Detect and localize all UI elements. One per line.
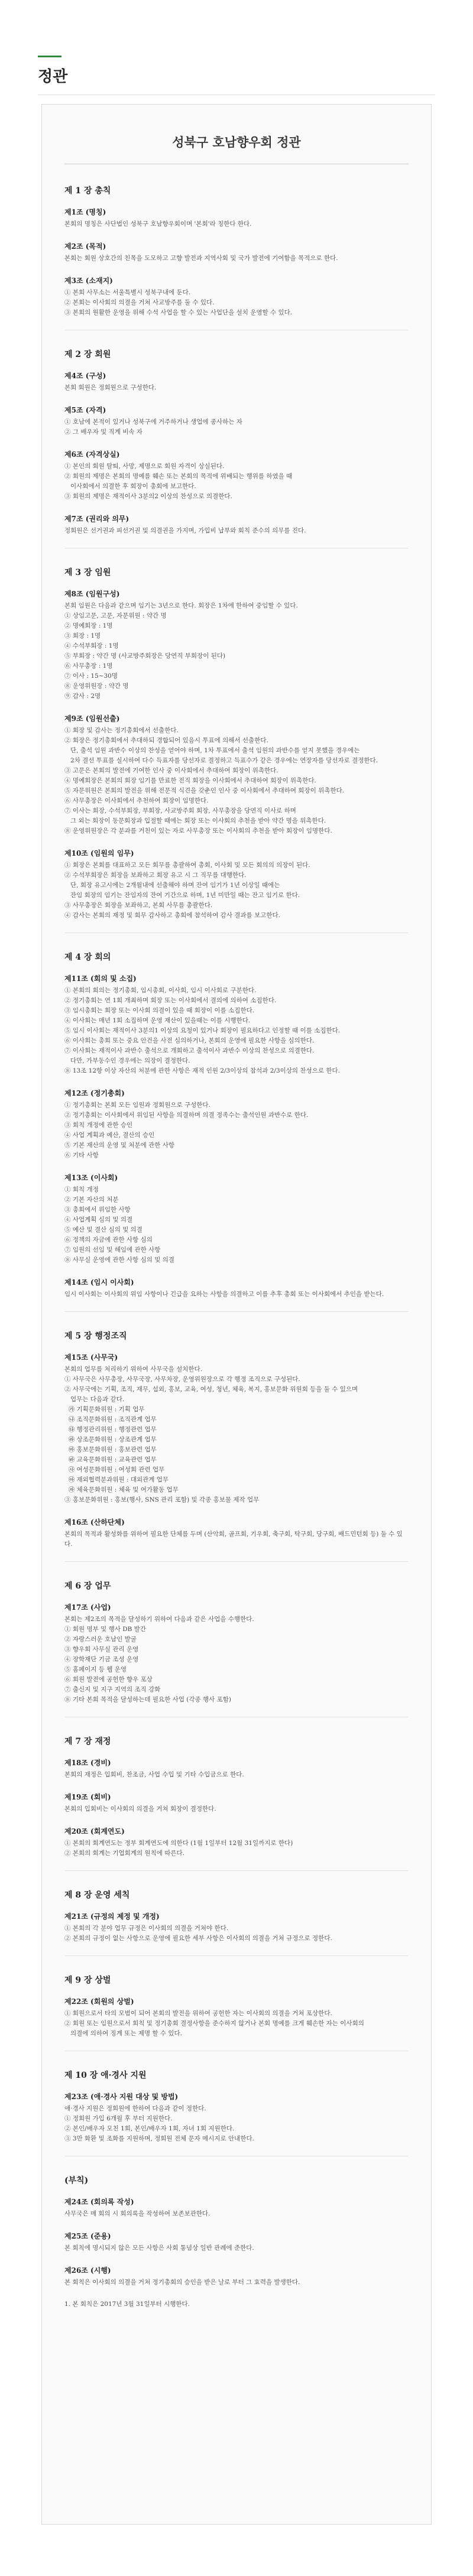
chapter-heading: 제 5 장 행정조직	[64, 1331, 127, 1341]
article-line: ⑦ 출신지 및 지구 지역의 조직 강화	[64, 1686, 161, 1693]
article	[64, 241, 409, 264]
article-line: ① 상임고문, 고문, 자문위원 : 약간 명	[64, 612, 167, 619]
article-line: ⑦ 이사 : 15~30명	[64, 673, 118, 680]
article-line: ③ 홍보문화위원 : 홍보(행사, SNS 관리 포함) 및 각종 홍보물 제작 업무	[64, 1496, 260, 1503]
article-line: 잔임 회장의 임기는 잔임자의 잔여 기간으로 하며, 1년 미만일 때는 잔고 임기로 한다.	[64, 892, 300, 899]
article-line: 본회 임원은 다음과 같으며 임기는 3년으로 한다. 회장은 1차에 한하여 중임할 수 있다.	[64, 602, 298, 609]
article-line: ① 본회의 각 분야 업무 규정은 이사회의 의결을 거쳐야 한다.	[64, 1925, 229, 1932]
article-line: ② 자랑스러운 호남인 발굴	[64, 1636, 137, 1643]
article-line: 단, 회장 유고시에는 2개월내에 선출해야 하며 잔여 임기가 1년 이상일 때에는	[64, 882, 280, 889]
article-title: 제13조 (이사회)	[64, 1174, 118, 1182]
article-line: ③ 3만 화환 및 조화를 지원하며, 정회원 전체 문자 메시지로 안내한다.	[64, 2135, 254, 2142]
article-line: 단, 출석 임원 과반수 이상의 찬성을 얻어야 하며, 1차 투표에서 출석 임원의 과반수를 얻지 못했을 경우에는	[64, 747, 360, 754]
article-line: ⑧ 기타 본회 목적을 달성하는데 필요한 사업 (각종 행사 포함)	[64, 1696, 232, 1703]
article	[64, 973, 409, 1076]
article-line: 본회의 명칭은 사단법인 성북구 호남향우회이며 '본회'라 칭한다 한다.	[64, 220, 252, 228]
article	[64, 1792, 409, 1814]
chapter-heading: 제 2 장 회원	[64, 350, 111, 359]
article	[64, 2197, 409, 2219]
article	[64, 1911, 409, 1944]
chapter-section	[64, 2174, 409, 2309]
article-line: ③ 임시총회는 회장 또는 이사회 의결이 있을 때 회장이 이를 소집한다.	[64, 1007, 255, 1014]
chapter-heading: 제 9 장 상벌	[64, 1976, 111, 1985]
article-line: 정회원은 선거권과 피선거권 및 의결권을 가지며, 가입비 납부와 회칙 준수의 의무를 진다.	[64, 527, 306, 534]
chapter-divider	[64, 1561, 409, 1562]
article-line: ② 수석부회장은 회장을 보좌하고 회장 유고 시 그 직무를 대행한다.	[64, 872, 247, 879]
chapter-section	[64, 951, 409, 1312]
article-title: 제7조 (권리와 의무)	[64, 515, 129, 523]
document-body	[64, 184, 409, 2309]
article-line: ④ 사업계획 심의 및 의결	[64, 1216, 133, 1223]
article	[64, 207, 409, 229]
article-line: ② 본인/배우자 모친 1회, 본인/배우자 1회, 자녀 1회 지원한다.	[64, 2125, 235, 2132]
article-title: 제17조 (사업)	[64, 1603, 111, 1612]
article-line: ⑦ 이사회는 재적이사 과반수 출석으로 개회하고 출석이사 과반수 이상의 찬성으로 의결한다.	[64, 1047, 315, 1054]
article-title: 제11조 (회의 및 소집)	[64, 974, 137, 983]
article-line: ② 본회의 회계는 기업회계의 원칙에 따른다.	[64, 1850, 184, 1857]
article-line: ① 본인의 회원 탈퇴, 사망, 제명으로 회원 자격이 상실된다.	[64, 463, 225, 470]
article-line: ㉱ 상조문화위원 : 상조관계 업무	[64, 1436, 157, 1443]
chapter-section	[64, 1889, 409, 1956]
chapter-heading: 제 1 장 총칙	[64, 186, 111, 196]
article-line: ⑧ 운영위원장은 각 분과를 거친이 있는 자로 사무총장 또는 이사회의 추천을 받아 회장이 임명한다.	[64, 827, 332, 834]
article-line: ⑧ 13조 12항 이상 자산의 처분에 관한 사항은 재적 인원 2/3이상의 참석과 2/3이상의 찬성으로 한다.	[64, 1067, 340, 1074]
article-line: ② 회장은 정기총회에서 추대하되 경합되어 있음시 투표에 의해서 선출한다.	[64, 737, 268, 744]
article	[64, 275, 409, 318]
article-line: ③ 사무총장은 회장을 보좌하고, 본회 사무를 총괄한다.	[64, 902, 213, 909]
article-line: ① 본회 사무소는 서울특별시 성북구내에 둔다.	[64, 289, 191, 296]
article-line: ① 본회의 회의는 정기총회, 임시총회, 이사회, 임시 이사회로 구분한다.	[64, 987, 257, 994]
effective-date-note: 1. 본 회칙은 2017년 3월 31일부터 시행한다.	[64, 2301, 190, 2308]
article-title: 제15조 (사무국)	[64, 1353, 118, 1362]
article-title: 제4조 (구성)	[64, 372, 106, 380]
article-line: ④ 명예회장은 본회의 회장 임기를 만료한 전직 회장을 이사회에서 추대하여 회장이 위촉한다.	[64, 777, 316, 784]
article-line: ① 회원으로서 타의 모범이 되어 본회의 발전을 위하여 공헌한 자는 이사회의 의결을 거쳐 포상한다.	[64, 2010, 332, 2017]
article-line: ③ 고문은 본회의 발전에 기여한 인사 중 이사회에서 추대하여 회장이 위촉한다.	[64, 767, 278, 774]
article-line: 그 외는 회장이 동문회장과 입절할 때에는 회장 또는 이사회의 추천을 받아 약간 명을 위촉한다.	[64, 817, 326, 824]
article-line: ⑤ 예산 및 결산 심의 및 의결	[64, 1226, 142, 1233]
article-title: 제8조 (임원구성)	[64, 590, 120, 598]
article-line: 본 회칙에 명시되지 않은 모든 사항은 사회 통념상 일반 관례에 준한다.	[64, 2244, 254, 2252]
article-title: 제14조 (임시 이사회)	[64, 1278, 134, 1287]
title-accent-bar	[38, 56, 61, 57]
article-line: 2차 결선 투표를 실시하여 다수 득표자를 당선자로 결정하고 득표수가 같은 경우에는 연장자를 당선자로 결정한다.	[64, 757, 378, 764]
article-line: 임시 이사회는 이사회의 위임 사항이나 긴급을 요하는 사항을 의결하고 이를 추후 총회 또는 이사회에서 추인을 받는다.	[64, 1291, 384, 1298]
article-title: 제26조 (시행)	[64, 2266, 111, 2275]
article-title: 제22조 (회원의 상벌)	[64, 1997, 134, 2006]
chapter-divider	[64, 1311, 409, 1312]
article-title: 제18조 (경비)	[64, 1759, 111, 1767]
article-title: 제3조 (소재지)	[64, 277, 113, 285]
article-line: ① 정회원 가입 6개월 후 부터 지원한다.	[64, 2115, 173, 2122]
article-line: ⑨ 감사 : 2명	[64, 693, 101, 700]
article-line: ① 회장은 본회를 대표하고 모든 회무를 총괄하여 총회, 이사회 및 모든 회의의 의장이 된다.	[64, 862, 310, 869]
article	[64, 1277, 409, 1300]
article-line: 본회의 업무를 처리하기 위하여 사무국을 설치한다.	[64, 1366, 203, 1373]
article-line: ⑤ 임시 이사회는 재적이사 3분의1 이상의 요청이 있거나 회장이 필요하다고 인정할 때 이를 소집한다.	[64, 1027, 341, 1034]
article-line: ③ 총회에서 위임한 사항	[64, 1206, 131, 1213]
article	[64, 2231, 409, 2253]
chapter-heading: 제 8 장 운영 세칙	[64, 1890, 130, 1900]
article-title: 제5조 (자격)	[64, 406, 106, 414]
article-line: ④ 수석부회장 : 1명	[64, 642, 119, 649]
article-line: ⑤ 자문위원은 본회의 발전을 위해 전문적 식견을 갖춘인 인사 중 이사회에서 추대하여 회장이 위촉한다.	[64, 787, 345, 794]
article-line: 애·경사 지원은 정회원에 한하여 다음과 같이 정한다.	[64, 2105, 206, 2112]
article	[64, 1517, 409, 1550]
article-title: 제19조 (회비)	[64, 1793, 111, 1801]
article-line: ⑧ 사무실 운영에 관한 사항 심의 및 의결	[64, 1256, 175, 1263]
article	[64, 405, 409, 437]
article	[64, 1826, 409, 1859]
article-title: 제10조 (임원의 임무)	[64, 849, 134, 857]
article-line: ⑤ 부회장 : 약간 명 (사교방주회장은 당연직 부회장이 된다)	[64, 652, 226, 660]
article-title: 제20조 (회계연도)	[64, 1827, 125, 1836]
article-line: ② 회원 또는 임원으로서 회칙 및 정기총회 결정사항을 준수하지 않거나 본회 명예를 크게 훼손한 자는 이사회의	[64, 2020, 364, 2027]
article	[64, 514, 409, 536]
article-title: 제1조 (명칭)	[64, 208, 106, 216]
article-line: ② 그 배우자 및 직계 비속 자	[64, 428, 142, 436]
article	[64, 1352, 409, 1505]
article	[64, 2091, 409, 2144]
article	[64, 1088, 409, 1161]
article-line: ⑥ 기타 사항	[64, 1152, 99, 1159]
chapter-heading: 제 3 장 임원	[64, 568, 111, 577]
article-line: 이사회에서 의결한 후 회장이 총회에 보고한다.	[64, 483, 196, 490]
article-title: 제6조 (자격상실)	[64, 450, 120, 459]
article-line: 다만, 가부동수인 경우에는 의장이 결정한다.	[64, 1057, 190, 1064]
article-line: ㉯ 조직문화위원 : 조직관계 업무	[64, 1416, 157, 1423]
article-title: 제25조 (준용)	[64, 2232, 111, 2240]
article-line: ① 사무국은 사무총장, 사무국장, 사무차장, 운영위원장으로 각 행정 조직으로 구성된다.	[64, 1376, 300, 1383]
article-line: ③ 회장 : 1명	[64, 632, 101, 639]
article-line: ⑥ 사무총장 : 1명	[64, 662, 113, 670]
article-line: ③ 향우회 사무실 관리 운영	[64, 1646, 139, 1653]
article-line: 의결에 의하여 징계 또는 제명 할 수 있다.	[64, 2030, 183, 2037]
article-line: ⑤ 홈페이지 등 웹 운영	[64, 1666, 127, 1673]
article	[64, 449, 409, 502]
article	[64, 1758, 409, 1780]
chapter-heading: 제 10 장 애·경사 지원	[64, 2071, 147, 2080]
article-title: 제12조 (정기총회)	[64, 1089, 125, 1097]
article-line: ⑦ 임원의 선임 및 해임에 관한 사항	[64, 1246, 161, 1253]
article-line: 본회 회원은 정회원으로 구성한다.	[64, 384, 157, 391]
chapter-heading: 제 4 장 회의	[64, 953, 111, 962]
article-line: ㉲ 홍보문화위원 : 홍보관련 업무	[64, 1446, 157, 1453]
article-line: ② 명예회장 : 1명	[64, 622, 113, 629]
article-line: ② 회원의 제명은 본회의 명예를 훼손 또는 본회의 목적에 위배되는 행위를 하였을 때	[64, 473, 293, 480]
chapter-heading: 제 6 장 업무	[64, 1581, 111, 1591]
article-line: ② 정기총회는 연 1회 개최하며 회장 또는 이사회에서 결의에 의하여 소집한다.	[64, 997, 277, 1004]
page-header	[38, 56, 435, 95]
chapter-section	[64, 184, 409, 330]
article	[64, 2265, 409, 2288]
article-line: 본회의 목적과 활성화를 위하여 필요한 단체를 두며 (산악회, 골프회, 기우회, 축구회, 탁구회, 당구회, 배드민턴회 등) 둘 수 있다.	[64, 1531, 403, 1548]
chapter-section	[64, 1580, 409, 1717]
article-line: ③ 본회의 원활한 운영을 위해 수석 사업을 할 수 있는 사업단을 설치 운영할 수 있다.	[64, 309, 293, 316]
article-line: 업무는 다음과 같다.	[64, 1396, 125, 1403]
article	[64, 1602, 409, 1705]
chapter-section	[64, 1330, 409, 1562]
article-line: 본회는 회원 상호간의 친목을 도모하고 고향 발전과 지역사회 및 국가 발전에 기여함을 목적으로 한다.	[64, 255, 338, 262]
chapter-section	[64, 566, 409, 933]
article-line: 본회의 재정은 입회비, 찬조금, 사업 수입 및 기타 수입금으로 한다.	[64, 1771, 244, 1778]
chapter-section	[64, 1735, 409, 1871]
article-line: ② 본회의 규정이 없는 사항으로 운영에 필요한 세부 사항은 이사회의 의결을 거쳐 규정으로 정한다.	[64, 1935, 332, 1942]
article	[64, 371, 409, 393]
page-title: 정관	[38, 68, 68, 86]
article-line: ⑥ 회원 발전에 공헌한 향우 포상	[64, 1676, 153, 1683]
article-line: ④ 감사는 본회의 재정 및 회무 감사하고 총회에 참석하여 감사 결과를 보고한다.	[64, 912, 280, 919]
article-line: ⑥ 정책의 자금에 관한 사항 심의	[64, 1236, 153, 1243]
article-line: ② 본회는 이사회의 의결을 거쳐 사교방주를 둘 수 있다.	[64, 299, 215, 306]
chapter-divider	[64, 1870, 409, 1871]
chapter-heading: (부칙)	[64, 2176, 89, 2185]
article-line: ① 본회의 회계연도는 정부 회계연도에 의한다 (1월 1일부터 12월 31일까지로 한다)	[64, 1840, 293, 1847]
article-line: ④ 장학재단 기금 조성 운영	[64, 1656, 139, 1663]
article-line: ② 사무국에는 기획, 조직, 재무, 섭외, 홍보, 교육, 여성, 청년, 체육, 복지, 홍보문화 위원회 등을 둘 수 있으며	[64, 1386, 358, 1393]
chapter-divider	[64, 1955, 409, 1956]
bylaws-document	[41, 104, 432, 2525]
article-line: ① 회칙 개정	[64, 1186, 99, 1193]
article-line: ④ 사업 계획과 예산, 결산의 승인	[64, 1132, 155, 1139]
article	[64, 589, 409, 701]
article-title: 제16조 (산하단체)	[64, 1518, 125, 1526]
article-line: ⑥ 사무총장은 이사회에서 추천하여 회장이 임명한다.	[64, 797, 209, 804]
article-line: 본회는 제2조의 목적을 달성하기 위하여 다음과 같은 사업을 수행한다.	[64, 1616, 254, 1623]
article-line: ⑧ 운영위원장 : 약간 명	[64, 683, 129, 690]
article-line: ㉵ 재외협력분과위원 : 대외관계 업무	[64, 1476, 169, 1483]
article-line: ⑦ 이사는 회장, 수석부회장, 부회장, 사교방주회 회장, 사무총장을 당연직 이사로 하며	[64, 807, 296, 814]
article-line: ⑥ 이사회는 총회 또는 중요 안건을 사전 심의하거나, 본회의 운영에 필요한 사항을 심의한다.	[64, 1037, 315, 1044]
article-line: ㉰ 행정관리위원 : 행정관련 업무	[64, 1426, 157, 1433]
article	[64, 1172, 409, 1265]
article-line: ① 정기총회는 본회 모든 임원과 정회원으로 구성한다.	[64, 1102, 210, 1109]
article-line: ㉮ 기획문화위원 : 기획 업무	[64, 1406, 145, 1413]
document-title: 성북구 호남향우회 정관	[172, 135, 301, 150]
article-title: 제2조 (목적)	[64, 242, 106, 251]
article-line: ① 회원 명부 및 행사 DB 발간	[64, 1626, 146, 1633]
article	[64, 848, 409, 921]
article-line: ㉴ 여성문화위원 : 여성회 관련 업무	[64, 1466, 165, 1473]
article	[64, 713, 409, 836]
article-title: 제24조 (회의록 작성)	[64, 2198, 134, 2206]
article-title: 제9조 (임원선출)	[64, 714, 120, 723]
article-line: ③ 회칙 개정에 관한 승인	[64, 1122, 133, 1129]
article-line: ② 기본 자산의 처분	[64, 1196, 119, 1203]
article-line: 본회의 입회비는 이사회의 의결을 거쳐 회장이 결정한다.	[64, 1805, 216, 1812]
article-line: ③ 회원의 제명은 재적이사 3분의2 이상의 찬성으로 의결한다.	[64, 493, 232, 500]
chapter-heading: 제 7 장 재정	[64, 1737, 111, 1746]
article-line: ② 정기총회는 이사회에서 위임된 사항을 의결하며 의결 정족수는 출석인원 과반수로 한다.	[64, 1112, 309, 1119]
article-title: 제21조 (규정의 제정 및 개정)	[64, 1912, 160, 1921]
article	[64, 1996, 409, 2039]
article-line: 본 회칙은 이사회의 의결을 거쳐 정기총회의 승인을 받은 날로 부터 그 효력을 발생한다.	[64, 2279, 300, 2286]
article-title: 제23조 (애·경사 지원 대상 및 방법)	[64, 2093, 179, 2101]
article-line: ⑤ 기본 재산의 운영 및 처분에 관한 사항	[64, 1142, 175, 1149]
article-line: 사무국은 매 회의 시 회의록을 작성하여 보존보관한다.	[64, 2210, 210, 2217]
article-line: ④ 이사회는 매년 1회 소집하며 운영 재산이 있을때는 이를 시행한다.	[64, 1017, 251, 1024]
article-line: ㉳ 교육문화위원 : 교육관련 업무	[64, 1456, 157, 1463]
chapter-section	[64, 348, 409, 548]
chapter-section	[64, 1974, 409, 2051]
chapter-section	[64, 2069, 409, 2156]
article-line: ㉶ 체육문화위원 : 체육 및 여가활동 업무	[64, 1486, 179, 1493]
article-line: ① 회장 및 감사는 정기총회에서 선출한다.	[64, 727, 179, 734]
article-line: ① 호남에 본적이 있거나 성북구에 거주하거나 생업에 종사하는 자	[64, 418, 242, 425]
